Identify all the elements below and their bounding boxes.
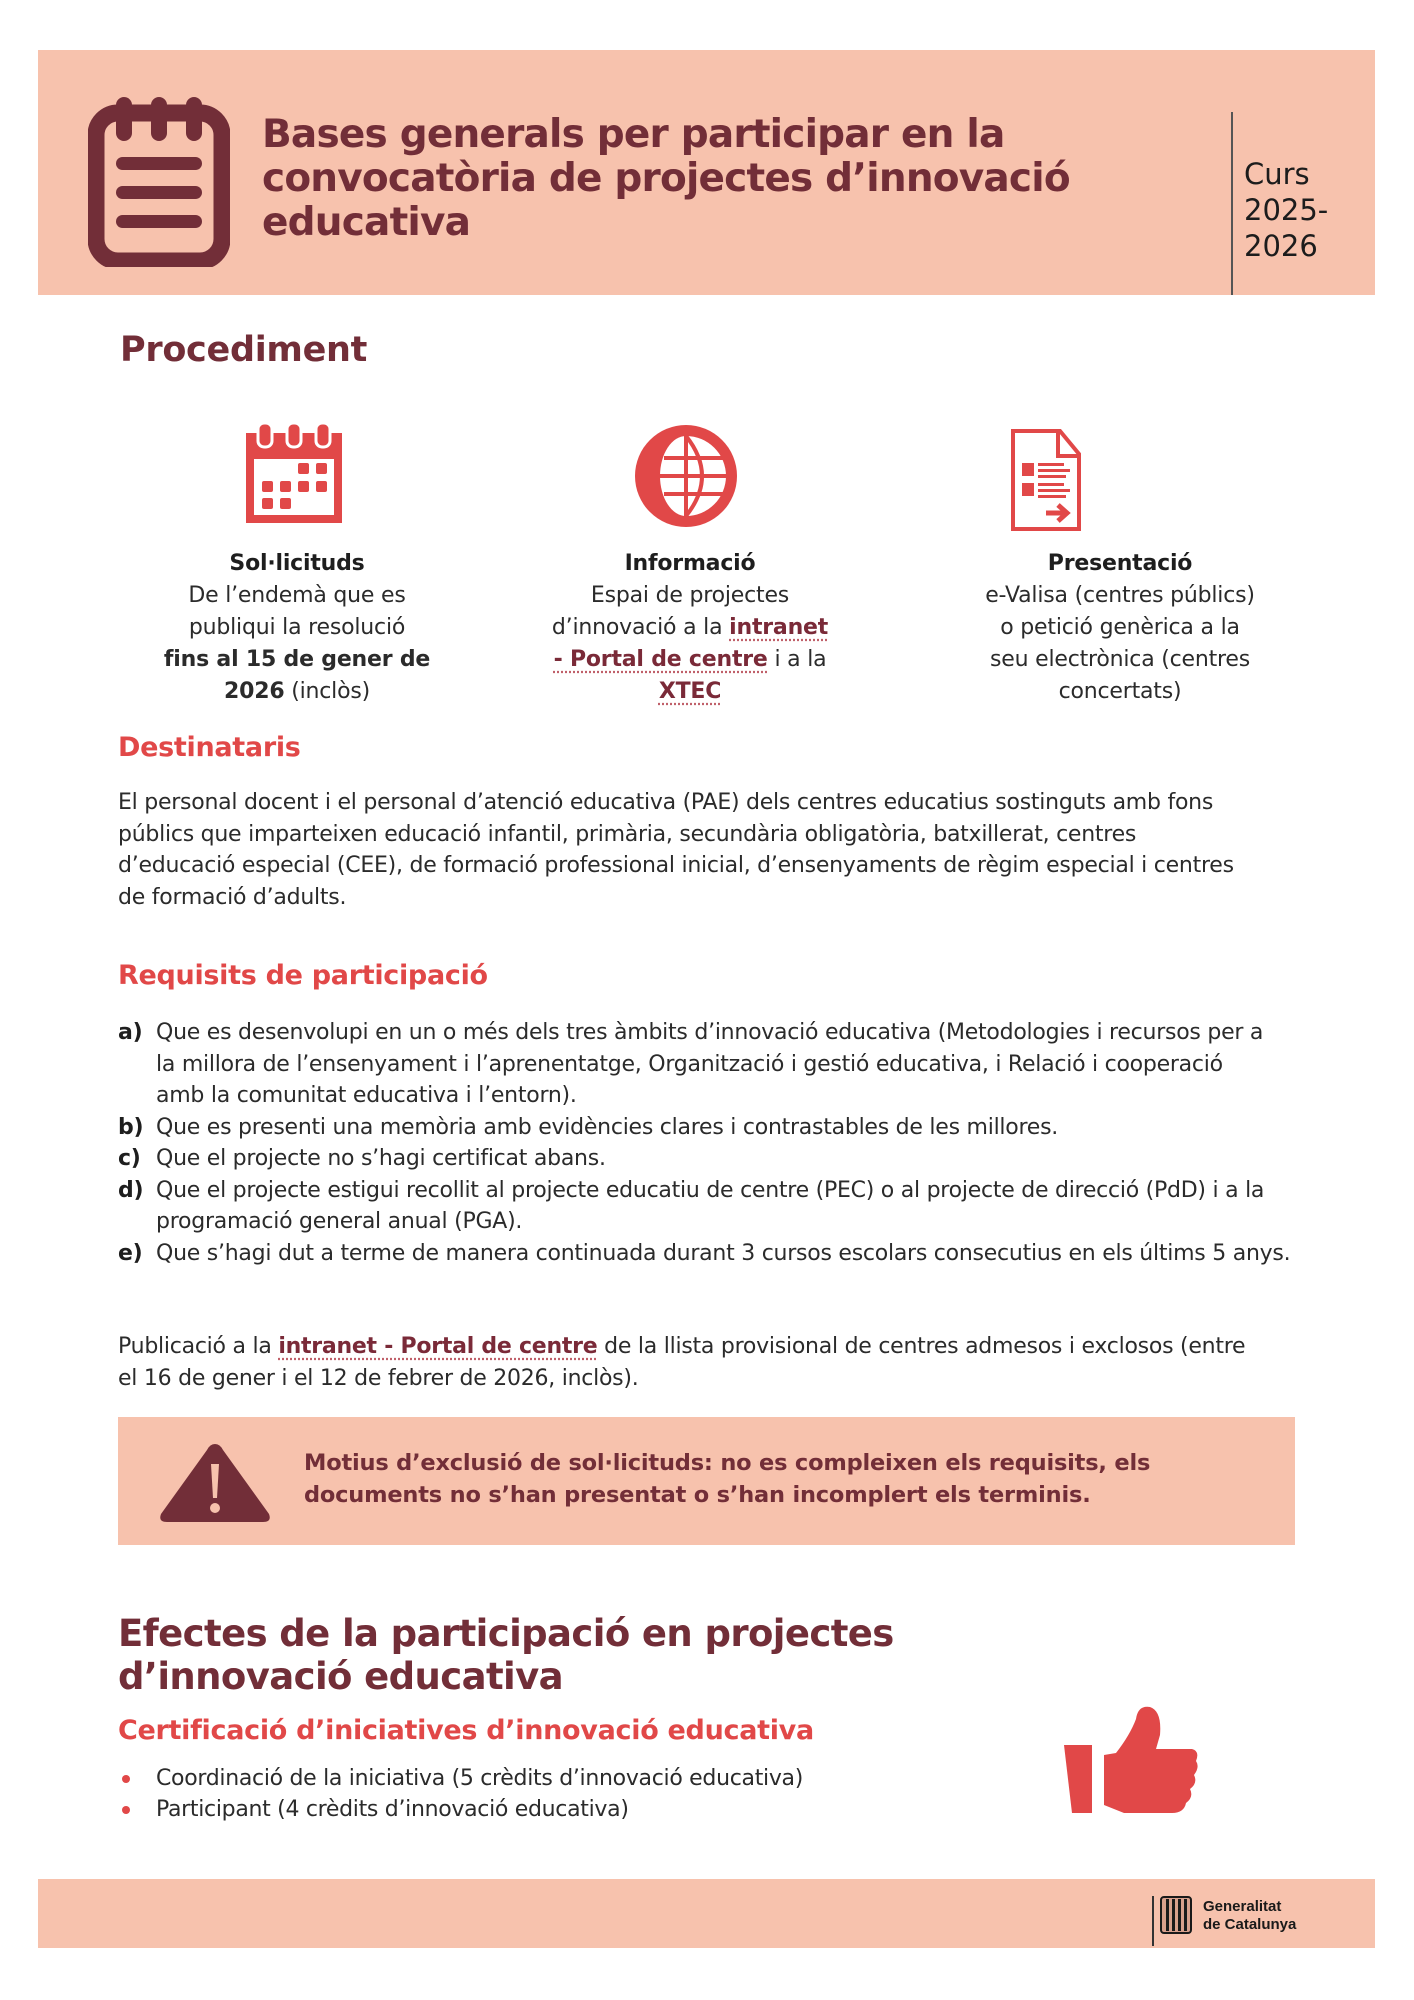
requirement-item xyxy=(118,1238,1308,1270)
step-text: Espai de projectes xyxy=(590,583,790,608)
course-year-start: 2025- xyxy=(1244,193,1329,227)
bullet-icon xyxy=(122,1775,130,1783)
logo-divider xyxy=(1152,1896,1154,1946)
item-marker: e) xyxy=(118,1240,143,1266)
step-text: De l’endemà que es xyxy=(188,583,406,608)
course-label xyxy=(1244,156,1328,264)
recipients-heading: Destinataris xyxy=(118,732,301,763)
step-text: concertats) xyxy=(1058,679,1182,704)
course-year-end: 2026 xyxy=(1244,229,1318,263)
step-heading: Presentació xyxy=(1047,551,1193,576)
requirement-item xyxy=(118,1017,1266,1112)
calendar-icon xyxy=(244,423,344,525)
requirement-item xyxy=(118,1143,1308,1175)
item-text: Que es desenvolupi en un o més dels tres àmbits d’innovació educativa (Metodologies i recursos per a la millora de l’ensenyament i l’aprenentatge, Organització i gestió educativa, i Relació i cooperació amb la comunitat educativa i l’entorn). xyxy=(156,1020,1264,1108)
intranet-link[interactable]: intranet xyxy=(729,615,829,640)
publication-text xyxy=(118,1331,1258,1394)
document-send-icon xyxy=(1010,428,1082,532)
requirement-item xyxy=(118,1112,1308,1144)
item-marker: c) xyxy=(118,1146,141,1171)
logo-line-1: Generalitat xyxy=(1203,1898,1282,1915)
exclusion-warning-text: Motius d’exclusió de sol·licituds: no es compleixen els requisits, els documents no s’han presentat o s’han incomplert els terminis. xyxy=(304,1450,1151,1508)
effects-heading: Efectes de la participació en projectes d’innovació educativa xyxy=(118,1612,894,1698)
item-text: Participant (4 crèdits d’innovació educativa) xyxy=(156,1797,629,1822)
step-text: i a la xyxy=(767,647,827,672)
globe-icon xyxy=(634,424,738,528)
step-text: publiqui la resolució xyxy=(188,615,406,640)
item-text: Coordinació de la iniciativa (5 crèdits d’innovació educativa) xyxy=(156,1766,804,1791)
notepad-icon xyxy=(88,95,230,267)
step-text: o petició genèrica a la xyxy=(1000,615,1240,640)
logo-line-2: de Catalunya xyxy=(1203,1916,1297,1933)
step-text: (inclòs) xyxy=(284,679,370,704)
requirements-heading: Requisits de participació xyxy=(118,960,488,991)
publication-suffix: de la llista provisional de centres admesos i exclosos (entre el 16 de gener i el 12 de febrer de 2026, inclòs). xyxy=(118,1334,1253,1391)
publication-prefix: Publicació a la xyxy=(118,1334,279,1359)
requirements-list xyxy=(118,1017,1308,1269)
course-label-text: Curs xyxy=(1244,157,1310,191)
step-text: seu electrònica (centres xyxy=(989,647,1251,672)
generalitat-emblem-icon xyxy=(1160,1896,1192,1934)
item-marker: d) xyxy=(118,1177,144,1203)
procedure-step-information xyxy=(520,548,860,708)
warning-icon xyxy=(158,1442,272,1524)
certification-heading: Certificació d’iniciatives d’innovació educativa xyxy=(118,1715,814,1746)
certification-item xyxy=(118,1794,803,1825)
item-text: Que el projecte estigui recollit al projecte educatiu de centre (PEC) o al projecte de direcció (PdD) i a la programació general anual (PGA). xyxy=(156,1177,1265,1234)
generalitat-logo-text xyxy=(1203,1898,1296,1934)
procedure-step-applications xyxy=(127,548,467,708)
step-text: d’innovació a la xyxy=(551,615,730,640)
portal-centre-link[interactable]: - Portal de centre xyxy=(553,647,768,672)
step-text: e-Valisa (centres públics) xyxy=(985,583,1255,608)
item-text: Que el projecte no s’hagi certificat abans. xyxy=(156,1146,606,1171)
item-text: Que es presenti una memòria amb evidències clares i contrastables de les millores. xyxy=(156,1114,1059,1140)
requirement-item xyxy=(118,1175,1308,1238)
procedure-heading: Procediment xyxy=(120,330,368,370)
header-divider xyxy=(1231,112,1233,295)
deadline-text: fins al 15 de gener de xyxy=(163,647,431,672)
thumbs-up-icon xyxy=(1064,1705,1198,1817)
item-marker: b) xyxy=(118,1114,144,1140)
item-text: Que s’hagi dut a terme de manera continuada durant 3 cursos escolars consecutius en els últims 5 anys. xyxy=(156,1240,1291,1266)
item-marker: a) xyxy=(118,1020,143,1045)
certification-list xyxy=(118,1763,803,1825)
certification-item xyxy=(118,1763,803,1794)
page-title: Bases generals per participar en la convocatòria de projectes d’innovació educativa xyxy=(262,112,1070,245)
recipients-text: El personal docent i el personal d’atenció educativa (PAE) dels centres educatius sostinguts amb fons públics que imparteixen educació infantil, primària, secundària obligatòria, batxillerat, centres d’educació especial (CEE), de formació professional inicial, d’ensenyaments de règim especial i centres de formació d’adults. xyxy=(118,790,1234,910)
xtec-link[interactable]: XTEC xyxy=(658,679,722,704)
intranet-portal-link[interactable]: intranet - Portal de centre xyxy=(278,1334,598,1359)
step-heading: Sol·licituds xyxy=(229,551,365,576)
step-heading: Informació xyxy=(624,551,756,576)
procedure-step-submission xyxy=(950,548,1290,708)
bullet-icon xyxy=(122,1806,130,1814)
deadline-year: 2026 xyxy=(224,679,285,704)
